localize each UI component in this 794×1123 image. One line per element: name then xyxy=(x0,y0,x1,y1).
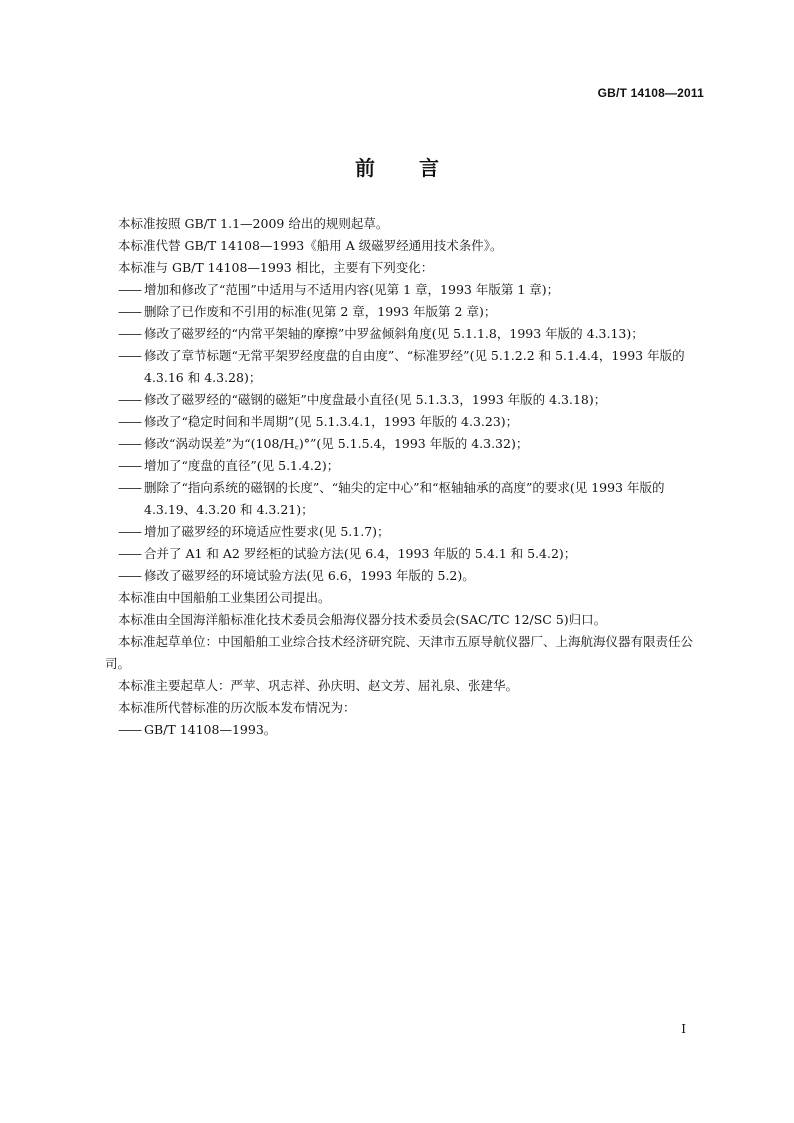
change-item xyxy=(118,455,706,477)
dash-marker: —— xyxy=(118,524,141,539)
change-item xyxy=(118,477,706,521)
change-item xyxy=(118,565,706,587)
dash-marker: —— xyxy=(118,414,141,429)
change-item xyxy=(118,543,706,565)
edition-item xyxy=(118,719,706,741)
change-item xyxy=(118,411,706,433)
paragraph-drafting-units: 本标准起草单位：中国船舶工业综合技术经济研究院、天津市五原导航仪器厂、上海航海仪器有限责任公司。 xyxy=(105,634,694,671)
dash-marker: —— xyxy=(118,480,141,495)
dash-marker: —— xyxy=(118,282,141,297)
edition-text: GB/T 14108—1993。 xyxy=(144,722,277,737)
dash-marker: —— xyxy=(118,392,141,407)
change-item xyxy=(118,279,706,301)
dash-marker: —— xyxy=(118,722,141,737)
change-item xyxy=(118,323,706,345)
change-item xyxy=(118,389,706,411)
change-item xyxy=(118,301,706,323)
change-item xyxy=(118,521,706,543)
dash-marker: —— xyxy=(118,326,141,341)
change-text: 修改了磁罗经的“磁钢的磁矩”中度盘最小直径(见 5.1.3.3，1993 年版的 4.3.18)； xyxy=(144,392,607,407)
change-text: 合并了 A1 和 A2 罗经柜的试验方法(见 6.4，1993 年版的 5.4.1 和 5.4.2)； xyxy=(144,546,577,561)
paragraph-drafting-rules: 本标准按照 GB/T 1.1—2009 给出的规则起草。 xyxy=(118,216,389,231)
paragraph-changes-intro: 本标准与 GB/T 14108—1993 相比，主要有下列变化： xyxy=(118,260,434,275)
change-item xyxy=(118,345,706,389)
change-text: 增加了磁罗经的环境适应性要求(见 5.1.7)； xyxy=(144,524,390,539)
dash-marker: —— xyxy=(118,348,141,363)
page-number: I xyxy=(681,1022,686,1036)
change-text: 修改了磁罗经的“内常平架轴的摩擦”中罗盆倾斜角度(见 5.1.1.8，1993 年版的 4.3.13)； xyxy=(144,326,644,341)
paragraph-proposer: 本标准由中国船舶工业集团公司提出。 xyxy=(118,590,331,605)
paragraph-drafters: 本标准主要起草人：严苹、巩志祥、孙庆明、赵文芳、屈礼泉、张建华。 xyxy=(118,678,519,693)
standard-code: GB/T 14108—2011 xyxy=(597,86,704,100)
change-text: 修改了“稳定时间和半周期”(见 5.1.3.4.1，1993 年版的 4.3.23)； xyxy=(144,414,519,429)
dash-marker: —— xyxy=(118,436,141,451)
change-text: 增加和修改了“范围”中适用与不适用内容(见第 1 章，1993 年版第 1 章)； xyxy=(144,282,560,297)
change-item xyxy=(118,433,706,455)
dash-marker: —— xyxy=(118,568,141,583)
dash-marker: —— xyxy=(118,458,141,473)
paragraph-technical-committee: 本标准由全国海洋船标准化技术委员会船海仪器分技术委员会(SAC/TC 12/SC 5)归口。 xyxy=(118,612,607,627)
paragraph-replaces: 本标准代替 GB/T 14108—1993《船用 A 级磁罗经通用技术条件》。 xyxy=(118,238,503,253)
change-text: 删除了已作废和不引用的标准(见第 2 章，1993 年版第 2 章)； xyxy=(144,304,497,319)
change-text: 增加了“度盘的直径”(见 5.1.4.2)； xyxy=(144,458,340,473)
paragraph-edition-history: 本标准所代替标准的历次版本发布情况为： xyxy=(118,700,356,715)
change-text: 修改“涡动误差”为“(108/H꜀)°”(见 5.1.5.4，1993 年版的 4.3.32)； xyxy=(144,436,529,451)
change-text: 修改了磁罗经的环境试验方法(见 6.6，1993 年版的 5.2)。 xyxy=(144,568,475,583)
dash-marker: —— xyxy=(118,304,141,319)
dash-marker: —— xyxy=(118,546,141,561)
page-title: 前言 xyxy=(355,156,483,180)
change-text: 修改了章节标题“无常平架罗经度盘的自由度”、“标准罗经”(见 5.1.2.2 和 5.1.4.4，1993 年版的 4.3.16 和 4.3.28)； xyxy=(144,348,685,385)
foreword-body xyxy=(105,213,706,741)
change-text: 删除了“指向系统的磁钢的长度”、“轴尖的定中心”和“枢轴轴承的高度”的要求(见 1993 年版的 4.3.19、4.3.20 和 4.3.21)； xyxy=(144,480,665,517)
